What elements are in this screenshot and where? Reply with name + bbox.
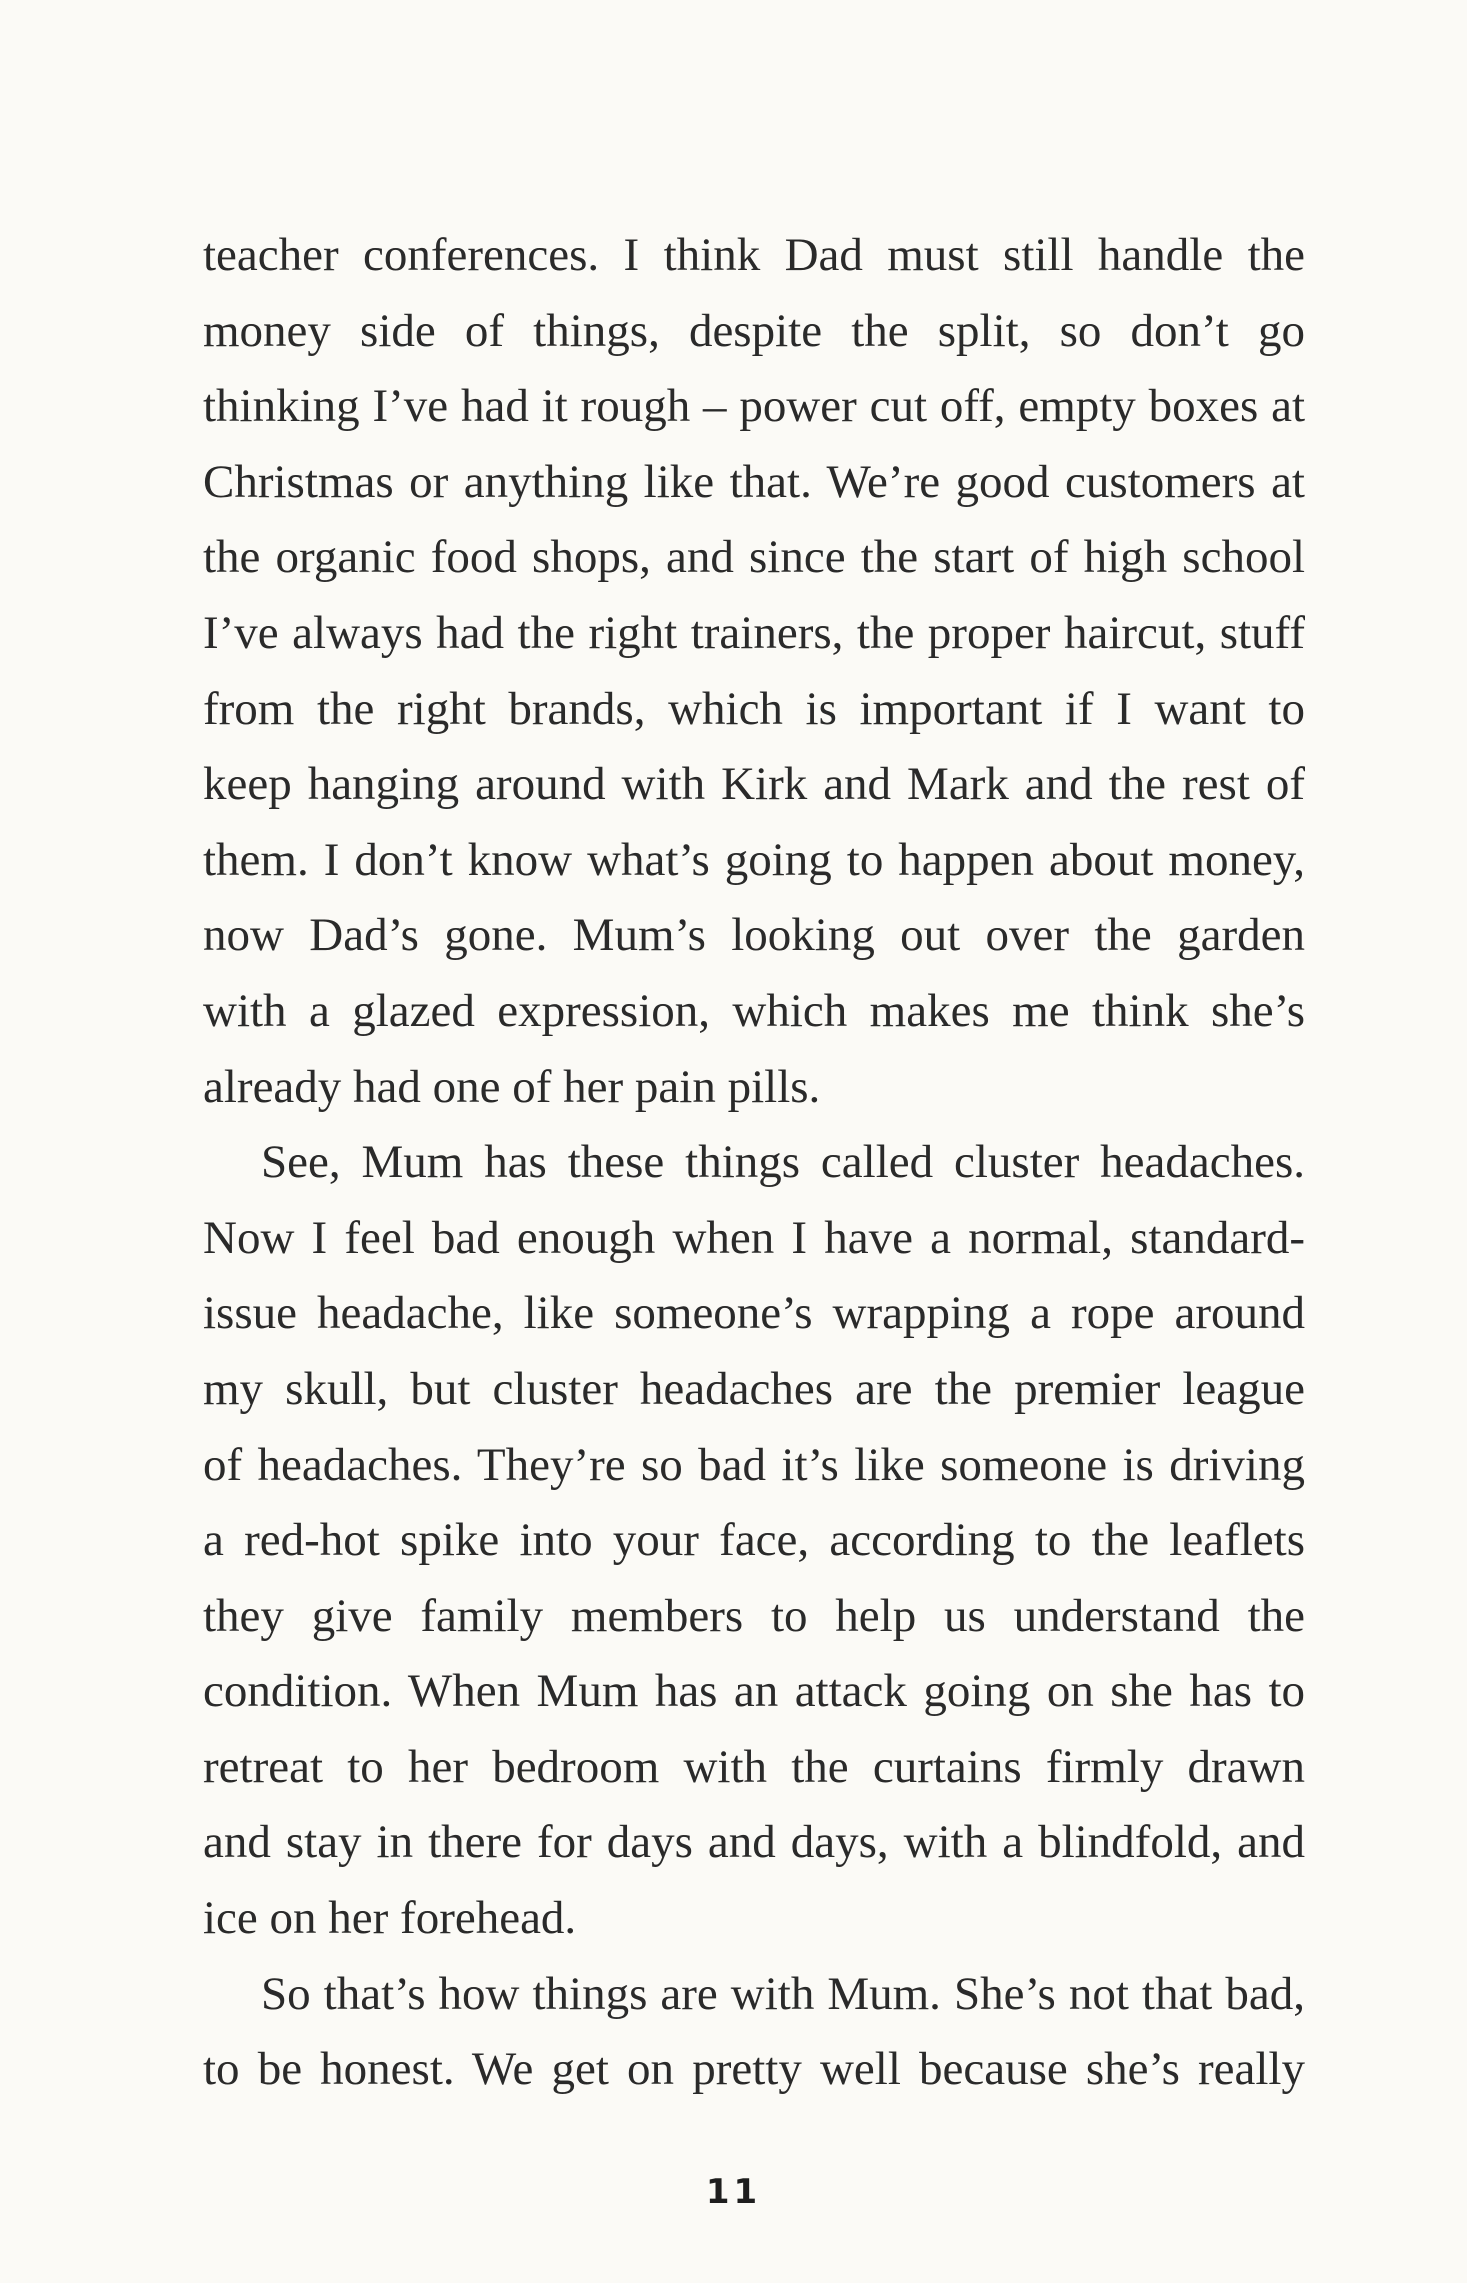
text-line: the organic food shops, and since the start of high school (203, 531, 1305, 584)
text-line: to be honest. We get on pretty well because she’s really (203, 2043, 1305, 2096)
paragraph-first-line: So that’s how things are with Mum. She’s not that bad, (261, 1967, 1305, 2020)
text-line: issue headache, like someone’s wrapping a rope around (203, 1287, 1305, 1340)
text-line: ice on her forehead. (203, 1892, 577, 1945)
text-line: keep hanging around with Kirk and Mark and the rest of (203, 758, 1305, 811)
page-number: 11 (705, 2172, 762, 2212)
body-text (203, 218, 1305, 2108)
text-line: already had one of her pain pills. (203, 1060, 821, 1113)
text-line: with a glazed expression, which makes me think she’s (203, 984, 1305, 1037)
text-line: they give family members to help us understand the (203, 1589, 1305, 1642)
text-line: from the right brands, which is important if I want to (203, 682, 1305, 735)
text-line: them. I don’t know what’s going to happen about money, (203, 833, 1305, 886)
text-line: money side of things, despite the split, so don’t go (203, 304, 1305, 357)
text-line: a red-hot spike into your face, according to the leaflets (203, 1514, 1305, 1567)
text-line: condition. When Mum has an attack going on she has to (203, 1665, 1305, 1718)
paragraph-first-line: See, Mum has these things called cluster headaches. (261, 1136, 1305, 1189)
text-line: teacher conferences. I think Dad must still handle the (203, 229, 1305, 281)
text-line: now Dad’s gone. Mum’s looking out over the garden (203, 909, 1305, 962)
text-line: thinking I’ve had it rough – power cut off, empty boxes at (203, 380, 1305, 433)
text-line: of headaches. They’re so bad it’s like someone is driving (203, 1438, 1305, 1491)
text-line: Christmas or anything like that. We’re good customers at (203, 455, 1305, 508)
text-line: my skull, but cluster headaches are the premier league (203, 1362, 1305, 1415)
text-line: Now I feel bad enough when I have a normal, standard- (203, 1211, 1305, 1264)
text-line: retreat to her bedroom with the curtains firmly drawn (203, 1740, 1305, 1793)
text-line: and stay in there for days and days, with a blindfold, and (203, 1816, 1305, 1869)
text-line: I’ve always had the right trainers, the proper haircut, stuff (203, 606, 1305, 659)
